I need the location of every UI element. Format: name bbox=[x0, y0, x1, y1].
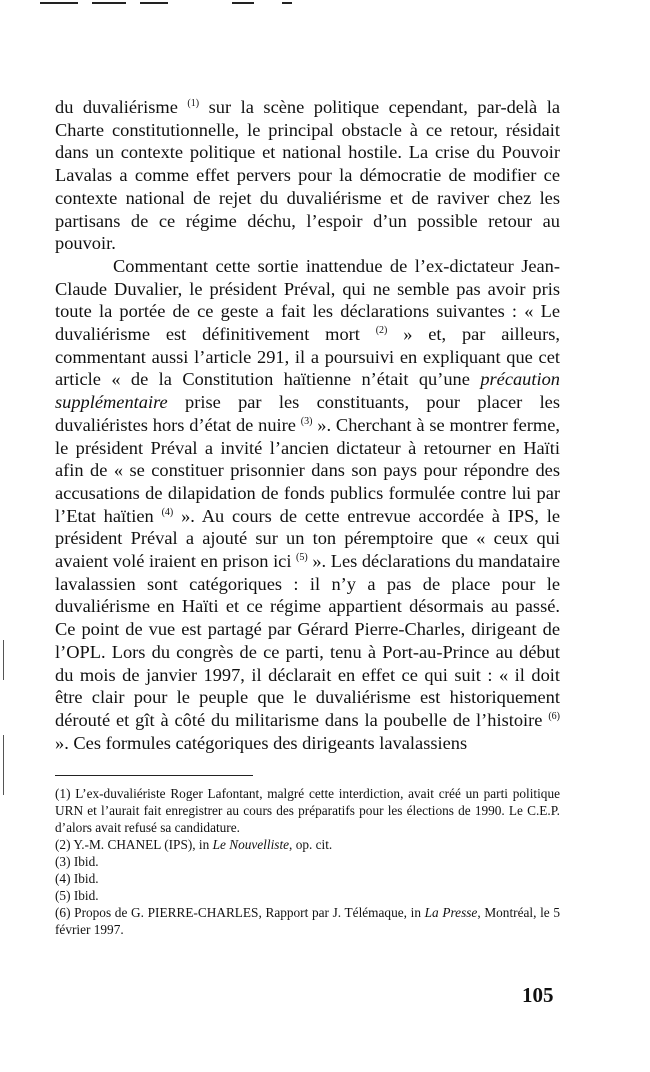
scan-margin-line bbox=[3, 640, 4, 680]
italic-text: La Presse bbox=[424, 905, 478, 920]
footnote: (2) Y.-M. CHANEL (IPS), in Le Nouvelliste, op. cit. bbox=[55, 837, 333, 852]
paragraph: du duvaliérisme $^{(1)}$ sur la scène politique cependant, par-delà la Charte constitutionnelle, le principal obstacle à ce retour, résidait dans un contexte politique et national hostile. La crise du Pouvoir Lavalas a comme effet pervers pour la démocratie de modifier ce contexte national de rejet du duvaliérisme et de raviver chez les partisans de ce régime déchu, l’espoir d’un possible retour au pouvoir. bbox=[55, 97, 560, 254]
footnote-ref: (4) bbox=[161, 506, 174, 518]
page-number: 105 bbox=[522, 983, 554, 1007]
italic-text: Le Nouvelliste bbox=[212, 837, 290, 852]
footnote-ref: (1) bbox=[187, 98, 200, 109]
footnote: (5) Ibid. bbox=[55, 888, 99, 903]
footnote: (1) L’ex-duvaliériste Roger Lafontant, malgré cette interdiction, avait créé un parti politique URN et l’aurait fait enregistrer au cours des préparatifs pour les élections de 1990. Le C.E.P. d’alors avait refusé sa candidature. bbox=[55, 786, 560, 835]
footnote-ref: (5) bbox=[296, 552, 308, 564]
footnote-separator bbox=[55, 775, 253, 776]
italic-text: précaution supplémentaire bbox=[55, 369, 560, 413]
footnote: (3) Ibid. bbox=[55, 854, 99, 869]
footnotes bbox=[55, 785, 560, 938]
body-text bbox=[55, 96, 560, 754]
footnote: (6) Propos de G. PIERRE-CHARLES, Rapport par J. Télémaque, in La Presse, Montréal, le 5 février 1997. bbox=[55, 905, 560, 937]
footnote-ref: (6) bbox=[548, 710, 560, 722]
paragraph: Commentant cette sortie inattendue de l’ex-dictateur Jean-Claude Duvalier, le président Préval, qui ne semble pas avoir pris toute la portée de ce geste a fait les déclarations suivantes : « Le duvaliérisme est définitivement mort $^{(2)}$ » et, par ailleurs, commentant aussi l’article 291, il a poursuivi en expliquant que cet article « de la Constitution haïtienne n’était qu’une précaution supplémentaire prise par les constituants, pour placer les duvaliéristes hors d’état de nuire $^{(3)}$ ». Cherchant à se montrer ferme, le président Préval a invité l’ancien dictateur à retourner en Haïti afin de « se constituer prisonnier dans son pays pour répondre des accusations de dilapidation de fonds publics formulée contre lui par l’Etat haïtien $^{(4)}$ ». Au cours de cette entrevue accordée à IPS, le président Préval a ajouté sur un ton péremptoire que « ceux qui avaient volé iraient en prison ici $^{(5)}$ ». Les déclarations du mandataire lavalassien sont catégoriques : il n’y a pas de place pour le duvaliérisme en Haïti et ce régime appartient désormais au passé. Ce point de vue est partagé par Gérard Pierre-Charles, dirigeant de l’OPL. Lors du congrès de ce parti, tenu à Port-au-Prince au début du mois de janvier 1997, il déclarait en effet ce qui suit : « il doit être clair pour le peuple que le duvaliérisme est historiquement dérouté et gît à côté du militarisme dans la poubelle de l’histoire $^{(6)}$ ». Ces formules catégoriques des dirigeants lavalassiens bbox=[55, 255, 560, 753]
top-edge-marks bbox=[0, 0, 650, 8]
footnote-ref: (3) bbox=[300, 415, 313, 427]
scan-margin-line bbox=[3, 735, 4, 795]
footnote-ref: (2) bbox=[375, 325, 388, 337]
footnote: (4) Ibid. bbox=[55, 871, 99, 886]
